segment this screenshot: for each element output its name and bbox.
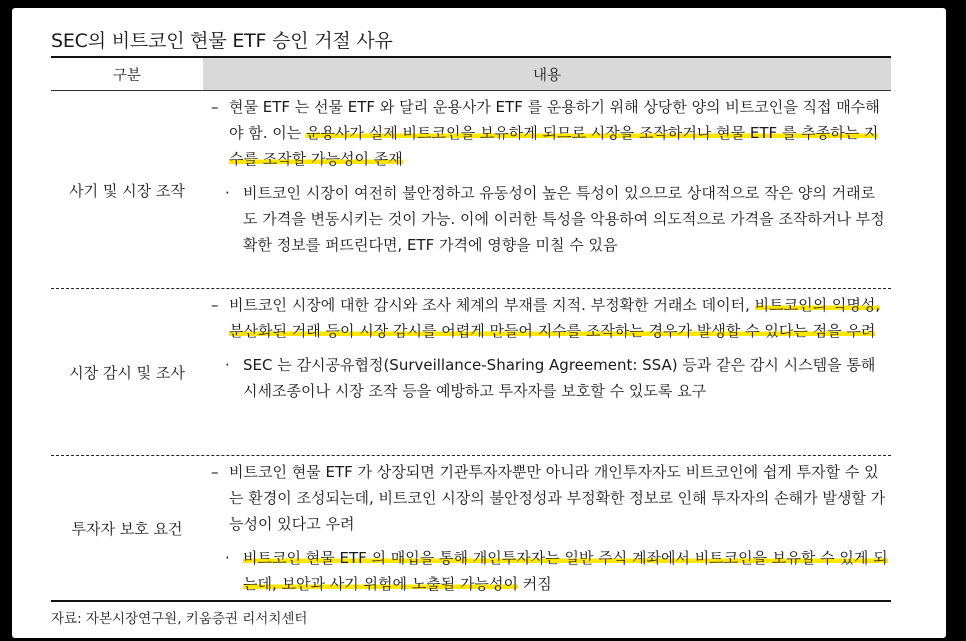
- list-item: · SEC 는 감시공유협정(Surveillance-Sharing Agreement: SSA) 등과 같은 감시 시스템을 통해 시세조종이나 시장 조작 등을 예방하고 투자자를 보호할 수 있도록 요구: [225, 356, 876, 400]
- list-item: – 현물 ETF 는 선물 ETF 와 달리 운용사가 ETF 를 운용하기 위해 상당한 양의 비트코인을 직접 매수해야 함. 이는 운용사가 실제 비트코인을 보유하게 되므로 시장을 조작하거나 현물 ETF 를 추종하는 지수를 조작할 가능성이 존재: [211, 98, 880, 168]
- source-note: 자료: 자본시장연구원, 키움증권 리서치센터: [51, 611, 308, 627]
- highlighted-text: 비트코인 현물 ETF 의 매입을 통해 개인투자자는 일반 주식 계좌에서 비트코인을 보유할 수 있게 되는데, 보안과 사기 위험에 노출될 가능성이: [243, 549, 888, 593]
- row-label: 투자자 보호 요건: [71, 519, 183, 538]
- row-divider: [51, 455, 891, 456]
- table-header: [51, 58, 891, 90]
- table-row: [51, 94, 891, 286]
- row-content: [209, 292, 889, 412]
- row-label: 시장 감시 및 조사: [69, 363, 185, 382]
- document-title: SEC의 비트코인 현물 ETF 승인 거절 사유: [51, 30, 393, 52]
- list-item: – 비트코인 현물 ETF 가 상장되면 기관투자자뿐만 아니라 개인투자자도 비트코인에 쉽게 투자할 수 있는 환경이 조성되는데, 비트코인 시장의 불안정성과 부정확한 정보로 인해 투자자의 손해가 발생할 가능성이 있다고 우려: [211, 463, 886, 533]
- row-label: 사기 및 시장 조작: [69, 181, 185, 200]
- header-category: 구분: [112, 67, 141, 84]
- list-item: · 비트코인 시장이 여전히 불안정하고 유동성이 높은 특성이 있으므로 상대적으로 작은 양의 거래로도 가격을 변동시키는 것이 가능. 이에 이러한 특성을 악용하여 의도적으로 가격을 조작하거나 부정확한 정보를 퍼뜨린다면, ETF 가격에 영향을 미칠 수 있음: [225, 184, 885, 254]
- document-page: [12, 8, 946, 638]
- table-bottom-rule: [51, 600, 891, 602]
- header-rule: [51, 90, 891, 91]
- row-content: [209, 94, 889, 266]
- table-row: [51, 292, 891, 452]
- highlighted-text: 비트코인의 익명성, 분산화된 거래 등이 시장 감시를 어렵게 만들어 지수를 조작하는 경우가 발생할 수 있다는 점을 우려: [229, 296, 881, 340]
- header-content: 내용: [203, 58, 891, 90]
- table-row: [51, 459, 891, 597]
- row-content: [209, 459, 889, 605]
- row-divider: [51, 288, 891, 289]
- list-item: – 비트코인 시장에 대한 감시와 조사 체계의 부재를 지적. 부정확한 거래소 데이터, 비트코인의 익명성, 분산화된 거래 등이 시장 감시를 어렵게 만들어 지수를 조작하는 경우가 발생할 수 있다는 점을 우려: [211, 296, 881, 340]
- highlighted-text: 운용사가 실제 비트코인을 보유하게 되므로 시장을 조작하거나 현물 ETF 를 추종하는 지수를 조작할 가능성이 존재: [229, 124, 879, 168]
- list-item: · 비트코인 현물 ETF 의 매입을 통해 개인투자자는 일반 주식 계좌에서 비트코인을 보유할 수 있게 되는데, 보안과 사기 위험에 노출될 가능성이 커짐: [225, 549, 888, 593]
